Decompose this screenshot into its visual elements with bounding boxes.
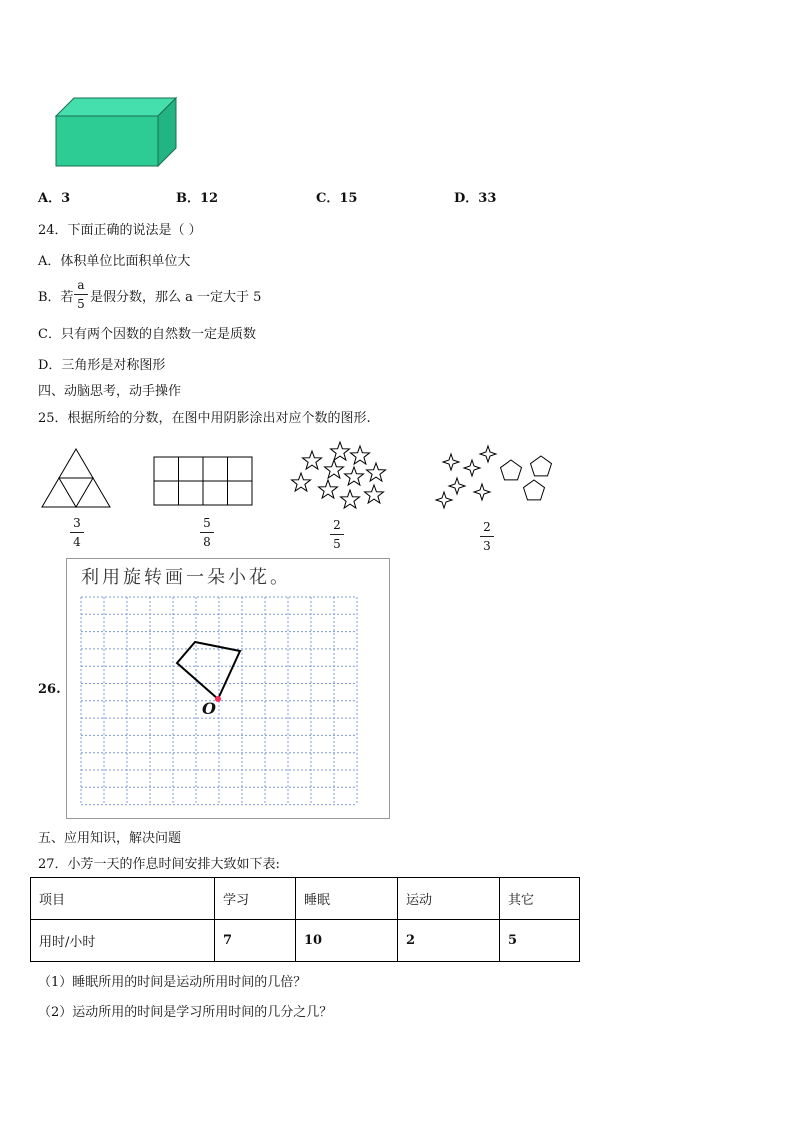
fraction-2-5: 2 5: [330, 519, 344, 550]
table-cell: 运动: [398, 878, 500, 920]
table-cell: 其它: [500, 878, 580, 920]
point-o-label: O: [202, 699, 216, 718]
q24-option-a: A．体积单位比面积单位大: [38, 254, 191, 269]
table-cell: 项目: [31, 878, 215, 920]
table-cell: 用时/小时: [31, 920, 215, 962]
cuboid-figure: [54, 96, 178, 168]
table-cell: 7: [215, 920, 296, 962]
fraction-2-3: 2 3: [480, 521, 494, 552]
q24-option-d: D．三角形是对称图形: [38, 358, 166, 373]
q24-option-c: C．只有两个因数的自然数一定是质数: [38, 327, 256, 342]
q24-fraction: a 5: [74, 279, 88, 310]
fraction-3-4: 3 4: [70, 517, 84, 548]
stars-figure: [288, 438, 388, 514]
table-cell: 学习: [215, 878, 296, 920]
option-a: A．3: [38, 191, 71, 206]
triangle-figure: [40, 447, 112, 509]
rotation-grid-figure: [66, 558, 390, 819]
q24-option-b-rest: 是假分数，那么 a 一定大于 5: [90, 290, 262, 305]
kite-shape: [67, 559, 391, 820]
table-cell: 10: [296, 920, 398, 962]
option-b: B．12: [176, 191, 219, 206]
q26-number: 26.: [38, 682, 61, 697]
schedule-table: [30, 877, 580, 962]
table-cell: 2: [398, 920, 500, 962]
q27-sub-2: （2）运动所用的时间是学习所用时间的几分之几？: [38, 1005, 333, 1020]
table-header-row: [31, 878, 580, 920]
table-cell: 睡眠: [296, 878, 398, 920]
table-row: [31, 920, 580, 962]
q27-sub-1: （1）睡眠所用的时间是运动所用时间的几倍？: [38, 975, 307, 990]
q27-stem: 27．小芳一天的作息时间安排大致如下表:: [38, 857, 280, 872]
figure-title: 利用旋转画一朵小花。: [81, 567, 291, 588]
option-d: D．33: [454, 191, 497, 206]
option-c: C．15: [316, 191, 358, 206]
section-5-heading: 五、应用知识，解决问题: [38, 831, 182, 846]
q24-stem: 24．下面正确的说法是（ ）: [38, 223, 202, 238]
q24-option-b: B．若: [38, 290, 74, 305]
q25-stem: 25．根据所给的分数，在图中用阴影涂出对应个数的图形.: [38, 411, 371, 426]
sparkles-pentagons-figure: [432, 440, 558, 514]
table-cell: 5: [500, 920, 580, 962]
fraction-5-8: 5 8: [200, 517, 214, 548]
rectangle-grid-figure: [153, 456, 253, 506]
section-4-heading: 四、动脑思考，动手操作: [38, 384, 182, 399]
